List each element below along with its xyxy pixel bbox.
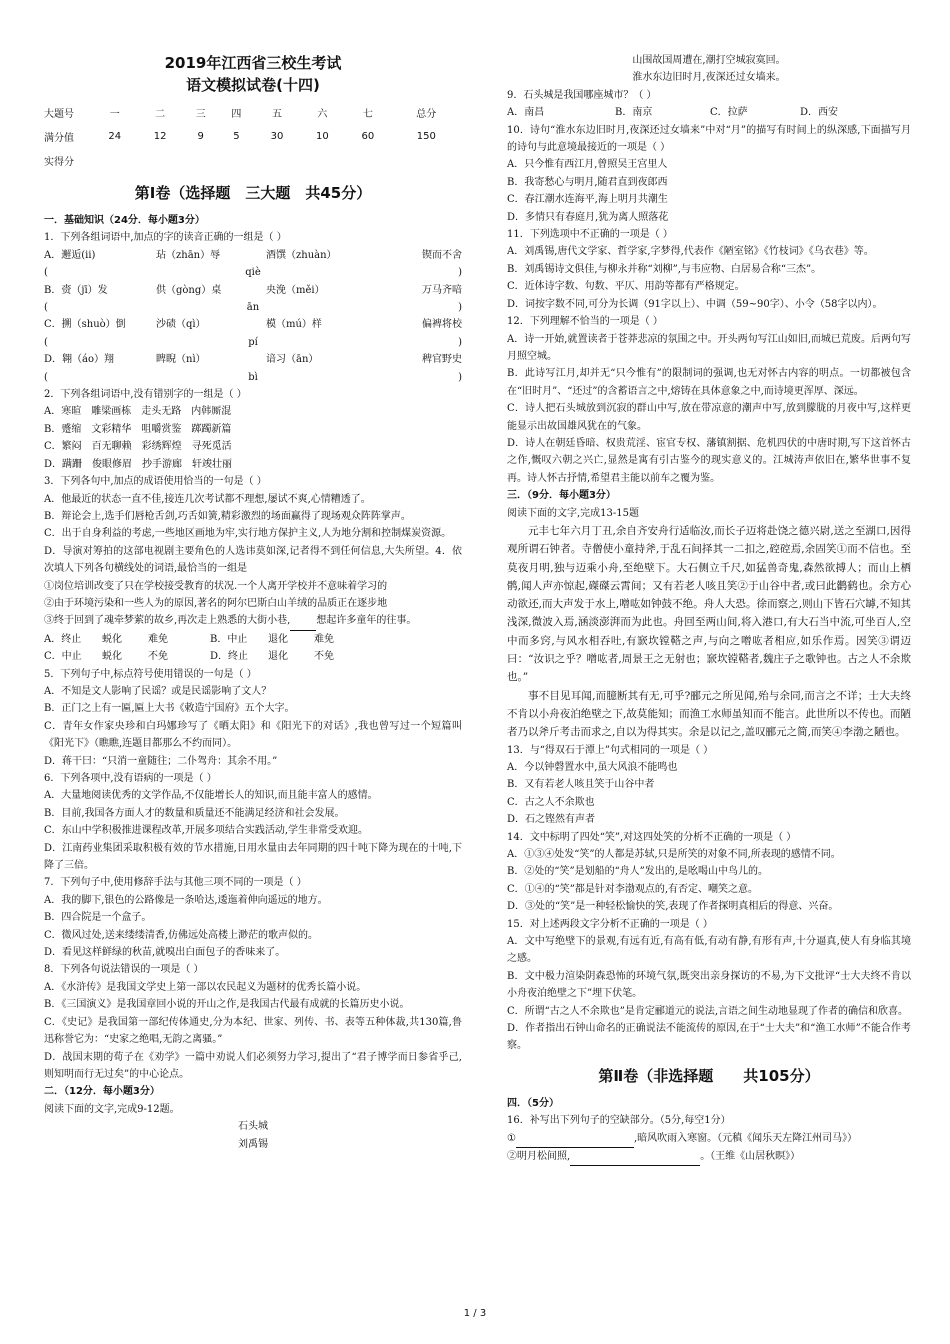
question-12: 12．下列理解不恰当的一项是（ ） — [507, 316, 663, 328]
q6-option-c: C．东山中学积极推进课程改革,开展多项结合实践活动,学生非常受欢迎。 — [44, 825, 369, 837]
pinyin-text: qiè — [245, 267, 261, 279]
score-input-cell[interactable] — [345, 148, 390, 172]
option-text: 供（gòng）桌 — [156, 284, 222, 296]
q1-option-c-pinyin — [44, 334, 462, 351]
question-8: 8．下列各句说法错误的一项是（ ） — [44, 964, 204, 976]
score-cell: 24 — [108, 130, 122, 142]
paren: ) — [458, 371, 462, 383]
passage-paragraph-2: 事不目见耳闻,而臆断其有无,可乎?郦元之所见闻,殆与余同,而言之不详；士大夫终不肯以小舟夜泊绝壁之下,故莫能知；而渔工水师虽知而不能言。此世所以不传也。而陋者乃以斧斤考击而求之,自以为得其实。余是以记之,盖叹郦元之简,而笑④李渤之陋也。 — [507, 689, 911, 739]
q10-option-d: D．多情只有春庭月,犹为离人照落花 — [507, 211, 669, 223]
paren: ) — [458, 336, 462, 348]
score-cell: 大题号 — [44, 108, 74, 120]
item-text: 。（王维《山居秋暝》） — [700, 1151, 801, 1163]
option-text: 央浼（měi） — [266, 284, 325, 296]
item-number: ① — [507, 1132, 516, 1144]
fill-blank[interactable] — [516, 1130, 634, 1148]
question-3: 3．下列各句中,加点的成语使用恰当的一句是（ ） — [44, 476, 267, 488]
option-text: 睥睨（nì） — [156, 354, 206, 366]
option-text: D．终止 — [210, 651, 249, 663]
poem-author: 刘禹锡 — [238, 1138, 268, 1150]
option-text: A．终止 — [44, 633, 82, 645]
question-16: 16．补写出下列句子的空缺部分。（5分,每空1分） — [507, 1115, 731, 1127]
paren: ) — [458, 302, 462, 314]
option-text: 稗官野史 — [422, 354, 462, 366]
option-text: 酒馔（zhuàn） — [266, 249, 337, 261]
q3-option-b: B．辩论会上,选手们唇枪舌剑,巧舌如簧,精彩激烈的场面赢得了现场观众阵阵掌声。 — [44, 510, 411, 522]
q11-option-c: C．近体诗字数、句数、平仄、用韵等都有严格规定。 — [507, 281, 745, 293]
score-cell: 五 — [271, 108, 282, 120]
score-cell: 总分 — [416, 108, 437, 120]
q10-option-b: B．我寄愁心与明月,随君直到夜郎西 — [507, 176, 668, 188]
score-input-cell[interactable] — [183, 148, 219, 172]
option-text: 不免 — [314, 651, 334, 663]
q4-options-row-1 — [44, 631, 462, 648]
q13-option-d: D．石之铿然有声者 — [507, 814, 596, 826]
q6-option-d: D．江南药业集团采取积极有效的节水措施,日用水量由去年同期的四十吨下降为现在的十吨,下降了三倍。 — [44, 842, 462, 872]
q5-option-c: C．青年女作家央珍和白玛娜珍写了《晒太阳》和《阳光下的对话》,我也曾写过一个短篇叫《阳光下》（瞧瞧,连题目都那么不约而同）。 — [44, 720, 462, 750]
score-cell: 二 — [155, 108, 166, 120]
paren: ( — [44, 267, 48, 279]
option-text: A．邂逅(ⅱ) — [44, 249, 96, 261]
q11-option-b: B．刘禹锡诗文俱佳,与柳永并称“刘柳”,与韦应物、白居易合称“三杰”。 — [507, 263, 822, 275]
question-5: 5．下列句子中,标点符号使用错误的一句是（ ） — [44, 668, 257, 680]
question-11: 11．下列选项中不正确的一项是（ ） — [507, 229, 673, 241]
option-text: D．翱（áo）翔 — [44, 354, 114, 366]
exam-title-line2: 语文模拟试卷(十四) — [186, 76, 320, 94]
score-cell: 150 — [416, 130, 436, 142]
q12-option-a: A．诗一开始,就置读者于苍莽悲凉的氛围之中。开头两句写江山如旧,而城已荒废。后两句写月照空城。 — [507, 333, 911, 362]
paren: ( — [44, 371, 48, 383]
option-text: 模（mú）样 — [266, 319, 322, 331]
option-text: C．拉萨 — [710, 107, 748, 119]
q4-sentence-1: ①岗位培训改变了只在学校接受教育的状况.一个人离开学校并不意味着学习的 — [44, 580, 388, 592]
score-input-cell[interactable] — [391, 148, 462, 172]
q15-option-d: D．作者指出石钟山命名的正确说法不能流传的原因,在于“士大夫”和“渔工水师”不能合作考察。 — [507, 1023, 911, 1052]
q8-option-c: C．《史记》是我国第一部纪传体通史,分为本纪、世家、列传、书、表等五种体裁,共130篇,鲁迅称誉它为：“史家之绝唱,无韵之离骚。” — [44, 1016, 462, 1046]
sentence-text: ③终于回到了魂牵梦萦的故乡,再次走上熟悉的大街小巷, — [44, 615, 291, 627]
q2-option-d: D．蹒跚 俊眼修眉 抄手游廊 轩竣壮丽 — [44, 458, 233, 470]
section-2-heading: 二．（12分．每小题3分） — [44, 1086, 160, 1098]
section-4-heading: 四．（5分） — [507, 1097, 559, 1109]
paren: ) — [458, 267, 462, 279]
score-row-full — [44, 124, 462, 148]
question-9: 9．石头城是我国哪座城市？（ ） — [507, 89, 657, 101]
option-text: B．南京 — [615, 107, 653, 119]
section-2-intro: 阅读下面的文字,完成9-12题。 — [44, 1103, 180, 1115]
q1-option-a-pinyin — [44, 264, 462, 281]
exam-title-line1: 2019年江西省三校生考试 — [164, 54, 342, 72]
poem-title: 石头城 — [238, 1121, 268, 1133]
q8-option-a: A．《水浒传》是我国文学史上第一部以农民起义为题材的优秀长篇小说。 — [44, 981, 367, 993]
q10-option-a: A．只今惟有西江月,曾照吴王宫里人 — [507, 159, 668, 171]
question-1: 1．下列各组词语中,加点的字的读音正确的一组是（ ） — [44, 232, 287, 244]
score-input-cell[interactable] — [92, 148, 137, 172]
q13-option-b: B．又有若老人咳且笑于山谷中者 — [507, 779, 655, 791]
q1-option-b-pinyin — [44, 299, 462, 316]
q1-option-a — [44, 247, 462, 264]
q4-options-row-2 — [44, 648, 462, 665]
q8-option-b: B．《三国演义》是我国章回小说的开山之作,是我国古代最有成就的长篇历史小说。 — [44, 999, 410, 1011]
q4-sentence-2: ②由于环境污染和一些人为的原因,著名的阿尔巴斯白山羊绒的品质正在逐步地 — [44, 597, 388, 609]
score-cell: 实得分 — [44, 156, 74, 168]
option-text: D．西安 — [800, 107, 839, 119]
q5-option-d: D．蒋干曰：“只消一童随往；二仆驾舟：其余不用。” — [44, 755, 278, 767]
question-13: 13．与“得双石于潭上”句式相同的一项是（ ） — [507, 744, 714, 756]
option-text: 蜕化 — [102, 651, 122, 663]
item-text: ②明月松间照, — [507, 1151, 571, 1163]
poem-line-2: 淮水东边旧时月,夜深还过女墙来。 — [632, 72, 786, 84]
score-cell: 三 — [195, 108, 206, 120]
option-text: 锲而不舍 — [422, 249, 462, 261]
option-text: C．中止 — [44, 651, 82, 663]
option-text: 玷（zhān）辱 — [156, 249, 221, 261]
q15-option-b: B．文中极力渲染阴森恐怖的环境气氛,既突出亲身探访的不易,为下文批评“士大夫终不肯以小舟夜泊绝壁之下”埋下伏笔。 — [507, 970, 911, 1000]
section-1-heading: 一．基础知识（24分．每小题3分） — [44, 215, 205, 226]
q3-option-c: C．出于自身利益的考虑,一些地区画地为牢,实行地方保护主义,人为地分割和控制煤炭资源。 — [44, 528, 452, 540]
option-text: B．赍（jī）发 — [44, 284, 108, 296]
q15-option-c: C．所谓“古之人不余欺也”是肯定郦道元的说法,言语之间生动地显现了作者的确信和欣喜。 — [507, 1005, 909, 1017]
q11-option-d: D．词按字数不同,可分为长调（91字以上）、中调（59~90字）、小令（58字以内）。 — [507, 298, 883, 310]
question-6: 6．下列各项中,没有语病的一项是（ ） — [44, 773, 217, 784]
sentence-text: 想起许多童年的往事。 — [316, 615, 417, 627]
q3-option-a: A．他最近的状态一直不佳,接连几次考试都不理想,屡试不爽,心情糟透了。 — [44, 493, 371, 505]
q4-sentence-3 — [44, 612, 462, 630]
q14-option-c: C．①④的“笑”都是针对李渤观点的,有否定、嘲笑之意。 — [507, 883, 759, 895]
right-column — [507, 0, 911, 1166]
q14-option-a: A．①③④处发“笑”的人都是苏轼,只是所笑的对象不同,所表现的感情不同。 — [507, 848, 841, 860]
pinyin-text: bì — [248, 371, 258, 383]
score-cell: 四 — [231, 108, 242, 120]
score-cell: 六 — [317, 108, 328, 120]
question-7: 7．下列句子中,使用修辞手法与其他三项不同的一项是（ ） — [44, 877, 307, 889]
q13-option-a: A．今以钟磬置水中,虽大风浪不能鸣也 — [507, 761, 678, 773]
q16-item-1 — [507, 1130, 911, 1148]
score-cell: 12 — [153, 130, 167, 142]
q2-option-c: C．繁闷 百无聊赖 彩绣辉煌 寻死觅活 — [44, 441, 232, 453]
q15-option-a: A．文中写绝壁下的景观,有远有近,有高有低,有动有静,有形有声,十分逼真,使人有身临其境之感。 — [507, 936, 911, 965]
q7-option-a: A．我的脚下,银色的公路像是一条哈达,逶迤着伸向遥远的地方。 — [44, 894, 328, 906]
q8-option-d: D．战国末期的荀子在《劝学》一篇中劝说人们必须努力学习,提出了“君子博学而日参省乎己,则知明而行无过矣”的中心论点。 — [44, 1051, 462, 1080]
score-cell: 七 — [362, 108, 373, 120]
left-column — [44, 0, 462, 1153]
score-row-numbers — [44, 100, 462, 124]
option-text: 蜕化 — [102, 633, 122, 645]
q12-option-b: B．此诗写江月,却并无“只今惟有”的限制词的强调,也无对怀古内容的明点。一切都被包含在“旧时月”、“还过”的含蓄语言之中,熔铸在具体意象之中,而诗境更浑厚、深远。 — [507, 368, 911, 397]
score-input-cell[interactable] — [300, 148, 345, 172]
q1-option-d — [44, 351, 462, 368]
q2-option-b: B．蹙缩 文彩精华 咀嚼赏鉴 踯躅新篇 — [44, 423, 232, 435]
section-3-intro: 阅读下面的文字,完成13-15题 — [507, 507, 640, 519]
option-text: 难免 — [148, 633, 168, 645]
q1-option-c — [44, 316, 462, 333]
paren: ( — [44, 336, 48, 348]
paren: ( — [44, 302, 48, 314]
score-input-cell[interactable] — [137, 148, 182, 172]
score-row-actual — [44, 148, 462, 172]
q2-option-a: A．寒暄 雕梁画栋 走头无路 内韩厮混 — [44, 406, 232, 418]
question-15: 15．对上述两段文字分析不正确的一项是（ ） — [507, 918, 713, 930]
score-cell: 10 — [316, 130, 329, 142]
section-3-heading: 三．（9分．每小题3分） — [507, 490, 616, 502]
option-text: B．中止 — [210, 633, 248, 645]
poem-line-1: 山围故国周遭在,潮打空城寂寞回。 — [632, 55, 786, 66]
option-text: 万马齐喑 — [422, 284, 462, 296]
passage-paragraph-1: 元丰七年六月丁丑,余自齐安舟行适临汝,而长子迈将赴饶之德兴尉,送之至湖口,因得观所谓石钟者。寺僧使小童持斧,于乱石间择其一二扣之,硿硿焉,余固笑①而不信也。至莫夜月明,独与迈乘小舟,至绝壁下。大石侧立千尺,如猛兽奇鬼,森然欲搏人；而山上栖鹘,闻人声亦惊起,磔磔云霄间；又有若老人咳且笑②于山谷中者,或曰此鹳鹤也。余方心动欲还,而大声发于水上,噌吰如钟鼓不绝。舟人大恐。徐而察之,则山下皆石穴罅,不知其浅深,微波入焉,涵淡澎湃而为此也。舟回至两山间,将入港口,有大石当中流,可坐百人,空中而多窍,与风水相吞吐,有窾坎镗鞳之声,与向之噌吰者相应,如乐作焉。因笑③谓迈曰：“汝识之乎？噌吰者,周景王之无射也；窾坎镗鞳者,魏庄子之歌钟也。古之人不余欺也。” — [507, 524, 911, 684]
q7-option-d: D．看见这样鲜绿的秋苗,就嗅出白面包子的香味来了。 — [44, 947, 286, 959]
q9-options — [507, 104, 911, 121]
fill-blank[interactable] — [570, 1148, 700, 1166]
option-text: 退化 — [268, 651, 288, 663]
volume-2-heading: 第Ⅱ卷（非选择题 共105分） — [598, 1066, 820, 1085]
fill-blank[interactable] — [290, 612, 316, 630]
q13-option-c: C．古之人不余欺也 — [507, 796, 595, 808]
question-2: 2．下列各组词语中,没有错别字的一组是（ ） — [44, 389, 247, 401]
score-cell: 60 — [361, 130, 375, 142]
score-cell: 满分值 — [44, 132, 74, 144]
pinyin-text: pí — [248, 336, 258, 348]
q16-item-2 — [507, 1148, 911, 1166]
q5-option-b: B．正门之上有一匾,匾上大书《敕造宁国府》五个大字。 — [44, 703, 295, 715]
q12-option-c: C．诗人把石头城放到沉寂的群山中写,放在带凉意的潮声中写,放到朦胧的月夜中写,这样更能显示出故国雄风犹在的气象。 — [507, 403, 911, 432]
option-text: 谙习（ān） — [266, 354, 319, 366]
volume-1-heading: 第Ⅰ卷（选择题 三大题 共45分） — [134, 184, 372, 202]
score-cell: 5 — [233, 130, 240, 142]
option-text: 难免 — [314, 633, 334, 645]
option-text: 退化 — [268, 633, 288, 645]
page-number: 1 / 3 — [463, 1308, 487, 1319]
question-10: 10．诗句“淮水东边旧时月,夜深还过女墙来”中对“月”的描写有时间上的纵深感,下面描写月的诗句与此意境最接近的一项是（ ） — [507, 124, 911, 154]
q3-option-d: D．导演对筹拍的这部电视剧主要角色的人选讳莫如深,记者得不到任何信息,大失所望。4．依次填人下列各句横线处的词语,最恰当的一组是 — [44, 545, 462, 575]
item-text: ,暗风吹雨入寒窗。（元稹《闻乐天左降江州司马》） — [633, 1132, 858, 1144]
score-cell: 9 — [197, 130, 204, 142]
question-14: 14．文中标明了四处“笑”,对这四处笑的分析不正确的一项是（ ） — [507, 831, 797, 843]
option-text: C．搠（shuò）倒 — [44, 319, 126, 331]
score-input-cell[interactable] — [254, 148, 299, 172]
q7-option-c: C．微风过处,送来缕缕清香,仿佛远处高楼上渺茫的歌声似的。 — [44, 929, 319, 941]
q5-option-a: A．不知是文人影响了民谣？或是民谣影响了文人？ — [44, 685, 272, 697]
q14-option-d: D．③处的“笑”是一种轻松愉快的笑,表现了作者探明真相后的得意、兴奋。 — [507, 901, 839, 913]
score-table — [44, 100, 462, 172]
score-cell: 一 — [109, 108, 120, 120]
q7-option-b: B．四合院是一个盒子。 — [44, 912, 152, 924]
option-text: A．南昌 — [507, 107, 545, 119]
score-cell: 30 — [270, 130, 284, 142]
q10-option-c: C．春江潮水连海平,海上明月共潮生 — [507, 194, 668, 206]
q6-option-a: A．大量地阅读优秀的文学作品,不仅能增长人的知识,而且能丰富人的感情。 — [44, 790, 378, 802]
option-text: 偏裨将校 — [422, 319, 462, 331]
pinyin-text: ān — [246, 302, 260, 314]
q14-option-b: B．②处的“笑”是划船的“舟人”发出的,是吆喝山中鸟儿的。 — [507, 866, 768, 878]
option-text: 不免 — [148, 651, 168, 663]
q1-option-d-pinyin — [44, 369, 462, 386]
score-input-cell[interactable] — [219, 148, 255, 172]
option-text: 沙碛（qì） — [156, 319, 206, 331]
q6-option-b: B．目前,我国各方面人才的数量和质量还不能满足经济和社会发展。 — [44, 807, 345, 819]
q11-option-a: A．刘禹锡,唐代文学家、哲学家,字梦得,代表作《陋室铭》《竹枝词》《乌衣巷》等。 — [507, 246, 874, 258]
q1-option-b — [44, 282, 462, 299]
q12-option-d: D．诗人在朝廷昏暗、权贵荒淫、宦官专权、藩镇割据、危机四伏的中唐时期,写下这首怀古之作,慨叹六朝之兴亡,显然是寓有引古鉴今的现实意义的。江城涛声依旧在,繁华世事不复再。诗人怀古抒情,希望君主能以前车之覆为鉴。 — [507, 437, 911, 484]
